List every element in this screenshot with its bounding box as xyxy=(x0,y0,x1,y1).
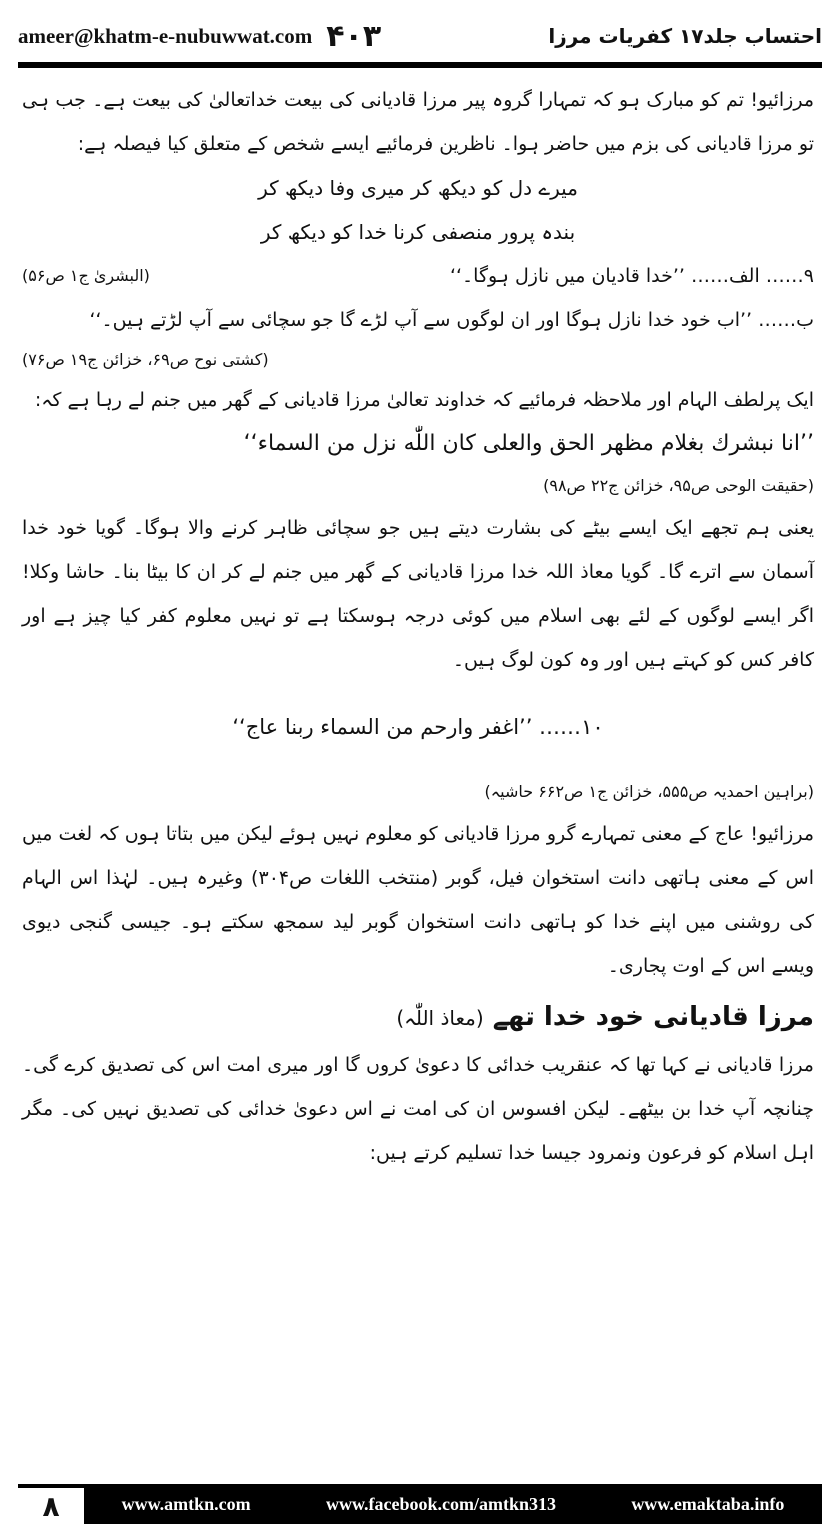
verse-line-1: میرے دل کو دیکھ کر میری وفا دیکھ کر xyxy=(258,176,578,200)
paragraph-5: مرزا قادیانی نے کہا تھا کہ عنقریب خدائی کا دعویٰ کروں گا اور میری امت اس کی تصدیق کرے گی۔ چنانچہ آپ خدا بن بیٹھے۔ لیکن افسوس ان کی امت نے اس دعویٰ خدائی کی تصدیق نہیں کی۔ مگر اہل اسلام کو فرعون ونمرود جیسا خدا تسلیم کرتے ہیں: xyxy=(22,1054,814,1164)
item-b-text: ب…… ’’اب خود خدا نازل ہوگا اور ان لوگوں سے آپ لڑے گا جو سچائی سے آپ لڑتے ہیں۔‘‘ xyxy=(89,309,814,331)
footer-link-amtkn[interactable]: www.amtkn.com xyxy=(121,1493,251,1514)
verse-line-2: بندہ پرور منصفی کرنا خدا کو دیکھ کر xyxy=(260,220,576,244)
header-rule xyxy=(18,62,822,68)
item-10-text: ۱۰…… ’’اغفر وارحم من السماء ربنا عاج‘‘ xyxy=(232,715,604,739)
item-9-text: ۹…… الف…… ’’خدا قادیان میں نازل ہوگا۔‘‘ xyxy=(449,265,814,287)
section-heading-sub: (معاذ اللّٰہ) xyxy=(396,1006,484,1030)
section-heading xyxy=(22,992,814,1043)
paragraph-2-arabic: ’’انا نبشرك بغلام مظهر الحق والعلی کان اللّٰه نزل من السماء‘‘ xyxy=(243,431,814,456)
page-footer xyxy=(18,1484,822,1524)
book-title: احتساب جلد۱۷ کفریات مرزا xyxy=(548,24,822,48)
item-9-reference: (البشریٰ ج۱ ص۵۶) xyxy=(22,266,150,285)
paragraph-4: مرزائیو! عاج کے معنی تمہارے گرو مرزا قادیانی کو معلوم نہیں ہوئے لیکن میں بتاتا ہوں کہ لغت میں اس کے معنی ہاتھی دانت استخوان فیل، گوبر (منتخب اللغات ص۳۰۴) وغیرہ ہیں۔ لہٰذا اس الہام کی روشنی میں اپنے خدا کو ہاتھی دانت استخوان گوبر لید سمجھ سکتے ہو۔ جیسی گنجی دیوی ویسے اس کے اوت پجاری۔ xyxy=(22,823,815,977)
section-heading-text: مرزا قادیانی خود خدا تھے xyxy=(492,1002,814,1032)
page-header xyxy=(18,18,822,54)
page-number: ۴۰۳ xyxy=(326,18,382,54)
footer-link-facebook[interactable]: www.facebook.com/amtkn313 xyxy=(325,1493,556,1514)
footer-number: ۸ xyxy=(18,1484,84,1524)
item-b-reference: (کشتی نوح ص۶۹، خزائن ج۱۹ ص۷۶) xyxy=(22,350,269,369)
footer-link-emaktaba[interactable]: www.emaktaba.info xyxy=(631,1493,785,1514)
page-content xyxy=(22,78,814,1175)
header-email: ameer@khatm-e-nubuwwat.com xyxy=(18,23,313,48)
paragraph-1: مرزائیو! تم کو مبارک ہو کہ تمہارا گروہ پیر مرزا قادیانی کی بیعت خداتعالیٰ کی بیعت ہے۔ جب ہی تو مرزا قادیانی کی بزم میں حاضر ہوا۔ ناظرین فرمائیے ایسے شخص کے متعلق کیا فیصلہ ہے: xyxy=(22,89,814,155)
footer-links-bar xyxy=(84,1484,822,1524)
paragraph-2-reference: (حقیقت الوحی ص۹۵، خزائن ج۲۲ ص۹۸) xyxy=(543,476,814,495)
item-10-reference: (براہین احمدیہ ص۵۵۵، خزائن ج۱ ص۶۶۲ حاشیہ) xyxy=(484,782,814,801)
paragraph-3: یعنی ہم تجھے ایک ایسے بیٹے کی بشارت دیتے ہیں جو سچائی ظاہر کرنے والا ہوگا۔ گویا خود خدا آسمان سے اترے گا۔ گویا معاذ اللہ خدا مرزا قادیانی کے گھر میں جنم لے کر ان کا بیٹا بنا۔ حاشا وکلا! اگر ایسے لوگوں کے لئے بھی اسلام میں کوئی درجہ ہوسکتا ہے تو نہیں معلوم کفر کیا چیز ہے اور کافر کس کو کہتے ہیں اور وہ کون لوگ ہیں۔ xyxy=(22,517,814,671)
paragraph-2-lead: ایک پرلطف الہام اور ملاحظہ فرمائیے کہ خداوند تعالیٰ مرزا قادیانی کے گھر میں جنم لے رہا ہے کہ: xyxy=(34,389,814,411)
item-9-row xyxy=(22,254,814,298)
header-left xyxy=(18,19,381,54)
